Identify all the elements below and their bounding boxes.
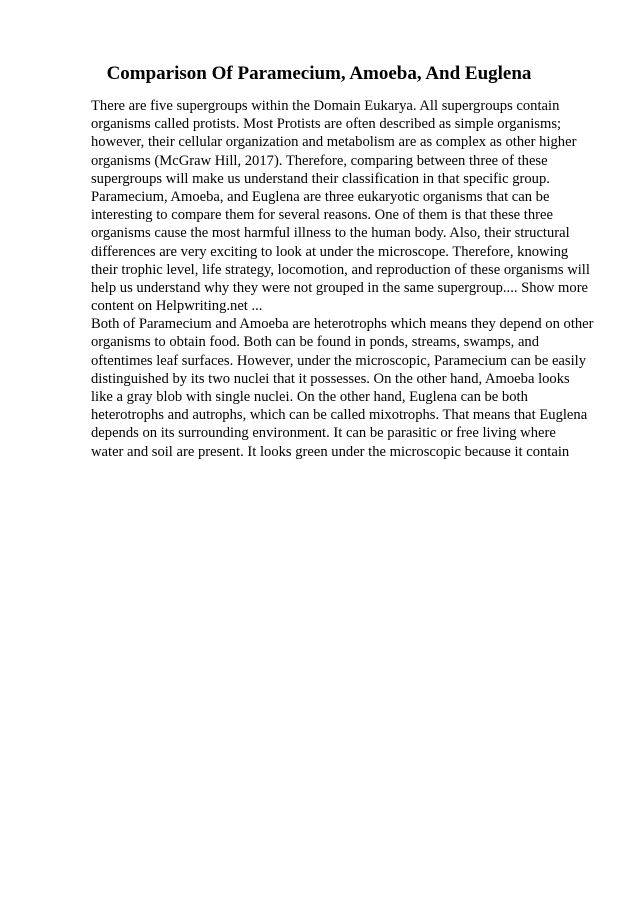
body-line: heterotrophs and autrophs, which can be called mixotrophs. That means that Euglena [91,407,588,424]
body-line: oftentimes leaf surfaces. However, under the microscopic, Paramecium can be easily [91,352,586,369]
body-line-source: content on Helpwriting.net ... [91,298,263,315]
body-line: Both of Paramecium and Amoeba are heterotrophs which means they depend on other [91,316,594,333]
body-line: organisms to obtain food. Both can be found in ponds, streams, swamps, and [91,334,540,351]
body-line: water and soil are present. It looks green under the microscopic because it contain [91,443,570,460]
body-line: distinguished by its two nuclei that it possesses. On the other hand, Amoeba looks [91,370,570,387]
body-line: organisms (McGraw Hill, 2017). Therefore, comparing between three of these [91,152,548,169]
document-body [91,97,601,461]
body-line-show-more: help us understand why they were not grouped in the same supergroup.... Show more [91,279,589,296]
body-line: differences are very exciting to look at under the microscope. Therefore, knowing [91,243,569,260]
body-line: organisms called protists. Most Protists are often described as simple organisms; [91,116,562,133]
body-line: Paramecium, Amoeba, and Euglena are three eukaryotic organisms that can be [91,188,550,205]
body-line: organisms cause the most harmful illness to the human body. Also, their structural [91,225,570,242]
body-line: depends on its surrounding environment. It can be parasitic or free living where [91,425,556,442]
body-line: There are five supergroups within the Domain Eukarya. All supergroups contain [91,98,560,114]
body-line: supergroups will make us understand their classification in that specific group. [91,170,550,187]
document-title: Comparison Of Paramecium, Amoeba, And Euglena [106,63,532,84]
body-line: however, their cellular organization and metabolism are as complex as other higher [91,134,577,151]
body-line: like a gray blob with single nuclei. On the other hand, Euglena can be both [91,389,528,405]
body-line: their trophic level, life strategy, locomotion, and reproduction of these organisms will [91,261,590,278]
body-line: interesting to compare them for several reasons. One of them is that these three [91,207,553,224]
